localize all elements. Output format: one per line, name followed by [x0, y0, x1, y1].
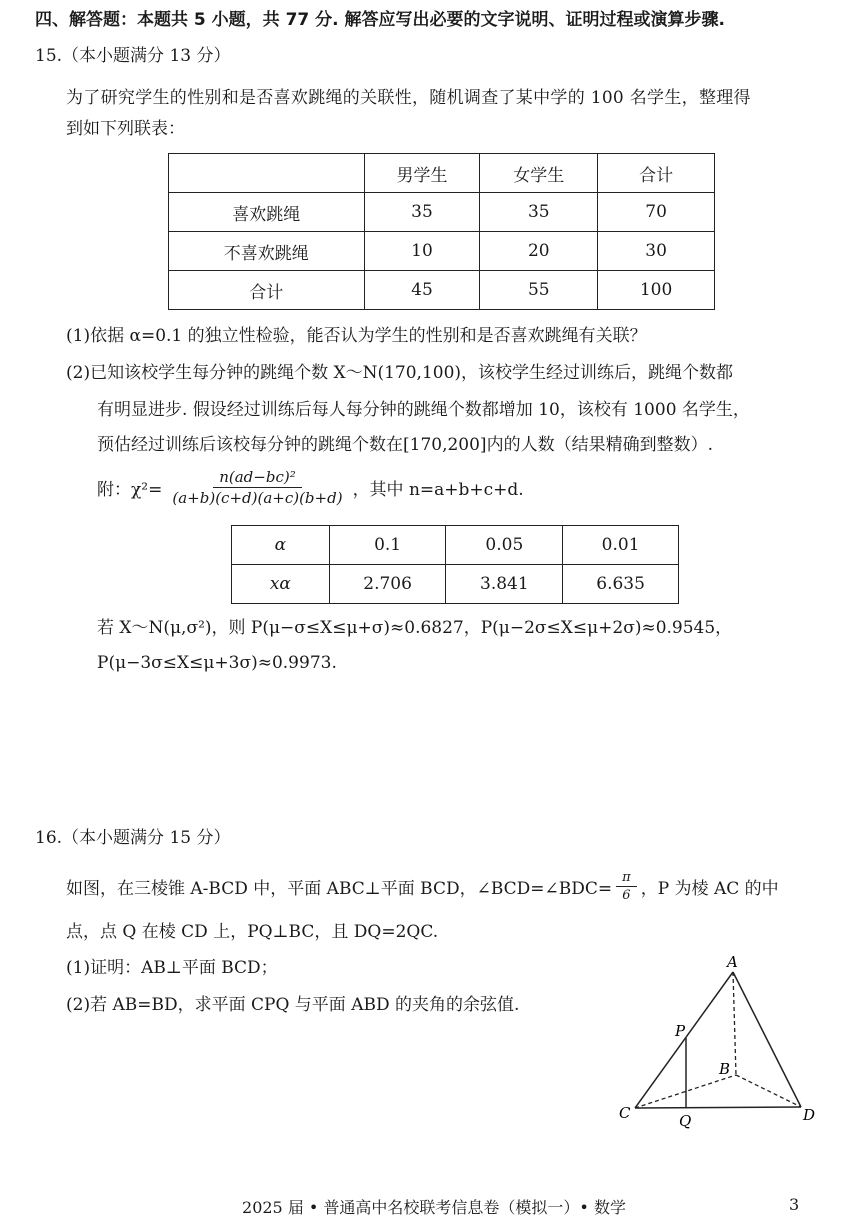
point-label-Q: Q [679, 1112, 692, 1130]
vertex-label-A: A [727, 953, 738, 971]
table-cell: 2.706 [329, 565, 446, 604]
vertex-label-C: C [619, 1104, 631, 1122]
q16-part-1: (1)证明：AB⊥平面 BCD； [66, 958, 278, 978]
table-cell: 不喜欢跳绳 [169, 232, 365, 271]
table-cell: α [232, 526, 330, 565]
q15-part-1: (1)依据 α=0.1 的独立性检验，能否认为学生的性别和是否喜欢跳绳有关联？ [66, 326, 647, 346]
q16-header: 16.（本小题满分 15 分） [35, 828, 231, 848]
table-cell: 10 [364, 232, 480, 271]
pi-over-six [616, 870, 637, 903]
tetrahedron-figure [615, 950, 825, 1130]
q15-part-2-line-3: 预估经过训练后该校每分钟的跳绳个数在[170,200]内的人数（结果精确到整数）. [97, 435, 713, 455]
formula-denominator: (a+b)(c+d)(a+c)(b+d) [172, 489, 343, 507]
table-header-cell [169, 154, 365, 193]
table-cell: 100 [598, 271, 715, 310]
table-cell: 0.01 [563, 526, 679, 565]
table-cell: 20 [480, 232, 598, 271]
vertex-label-B: B [719, 1060, 731, 1078]
table-row [232, 526, 679, 565]
edge-CD [635, 1107, 801, 1108]
table-cell: 6.635 [563, 565, 679, 604]
table-row [169, 271, 715, 310]
fraction-denominator: 6 [622, 888, 631, 903]
table-header-row [169, 154, 715, 193]
table-header-cell: 女学生 [480, 154, 598, 193]
table-header-cell: 男学生 [364, 154, 480, 193]
formula-numerator: n(ad−bc)² [213, 468, 302, 488]
table-cell: 45 [364, 271, 480, 310]
q15-part-2-line-1: (2)已知该校学生每分钟的跳绳个数 X～N(170,100)，该校学生经过训练后，跳绳个数都 [66, 363, 734, 383]
table-header-cell: 合计 [598, 154, 715, 193]
table-cell: xα [232, 565, 330, 604]
point-label-P: P [675, 1022, 686, 1040]
table-cell: 0.1 [329, 526, 446, 565]
normal-distribution-note-1: 若 X～N(μ,σ²)，则 P(μ−σ≤X≤μ+σ)≈0.6827，P(μ−2σ≤X≤μ+2σ)≈0.9545， [97, 618, 733, 638]
table-cell: 35 [364, 193, 480, 232]
table-cell: 70 [598, 193, 715, 232]
table-cell: 30 [598, 232, 715, 271]
q16-stem-line-1 [66, 870, 779, 903]
critical-value-table [231, 525, 679, 604]
q15-intro-line-1: 为了研究学生的性别和是否喜欢跳绳的关联性，随机调查了某中学的 100 名学生，整理得 [66, 88, 751, 108]
table-row [169, 232, 715, 271]
table-cell: 喜欢跳绳 [169, 193, 365, 232]
formula-suffix: ，其中 n=a+b+c+d. [352, 480, 524, 500]
chi-square-formula [97, 468, 524, 507]
fraction-numerator: π [616, 870, 637, 887]
table-cell: 55 [480, 271, 598, 310]
q16-part-2: (2)若 AB=BD，求平面 CPQ 与平面 ABD 的夹角的余弦值. [66, 995, 520, 1015]
edge-AB-hidden [733, 972, 736, 1075]
formula-fraction [166, 468, 348, 507]
q15-part-2-line-2: 有明显进步. 假设经过训练后每人每分钟的跳绳个数都增加 10，该校有 1000 名学生， [97, 400, 750, 420]
q16-stem-part-b: ，P 为棱 AC 的中 [640, 879, 779, 899]
edge-CA [635, 972, 733, 1108]
q16-stem-line-2: 点，点 Q 在棱 CD 上，PQ⊥BC，且 DQ=2QC. [66, 922, 439, 942]
contingency-table [168, 153, 715, 310]
q16-stem-part-a: 如图，在三棱锥 A-BCD 中，平面 ABC⊥平面 BCD，∠BCD=∠BDC= [66, 879, 613, 899]
page-number: 3 [789, 1195, 800, 1214]
q15-header: 15.（本小题满分 13 分） [35, 46, 231, 66]
table-cell: 3.841 [446, 565, 563, 604]
table-row [169, 193, 715, 232]
table-cell: 合计 [169, 271, 365, 310]
edge-BD-hidden [736, 1075, 801, 1107]
vertex-label-D: D [803, 1106, 816, 1124]
formula-prefix: 附：χ²= [97, 480, 163, 500]
table-cell: 35 [480, 193, 598, 232]
page-footer: 2025 届 • 普通高中名校联考信息卷（模拟一）• 数学 [242, 1198, 626, 1217]
section-heading: 四、解答题：本题共 5 小题，共 77 分. 解答应写出必要的文字说明、证明过程或演算步骤. [35, 10, 725, 30]
table-row [232, 565, 679, 604]
edge-AD [733, 972, 801, 1107]
table-cell: 0.05 [446, 526, 563, 565]
q15-intro-line-2: 到如下列联表： [66, 119, 185, 139]
normal-distribution-note-2: P(μ−3σ≤X≤μ+3σ)≈0.9973. [97, 653, 337, 673]
